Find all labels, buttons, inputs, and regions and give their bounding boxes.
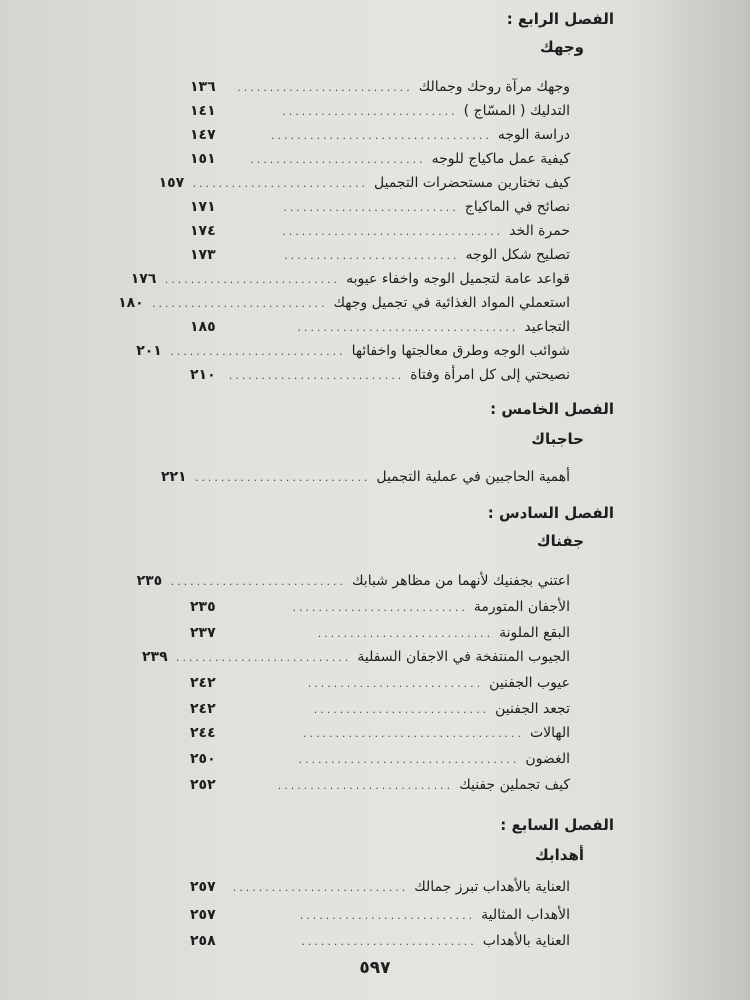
- dot-leader: ..................................: [303, 726, 524, 740]
- entry-label: تصليح شكل الوجه: [465, 247, 570, 263]
- entry-label: كيف تختارين مستحضرات التجميل: [374, 175, 570, 191]
- entry-label: شوائب الوجه وطرق معالجتها واخفائها: [351, 343, 570, 359]
- entry-label: أهمية الحاجبين في عملية التجميل: [376, 469, 570, 485]
- toc-entry: [136, 340, 570, 362]
- toc-entry: [190, 596, 570, 618]
- page-number: ٥٩٧: [359, 958, 391, 978]
- entry-page: ٢٣٧: [190, 625, 216, 641]
- dot-leader: ...........................: [228, 368, 405, 382]
- entry-page: ٢٣٩: [142, 649, 168, 665]
- entry-page: ٢١٠: [190, 367, 216, 383]
- entry-label: التدليك ( المسّاج ): [463, 103, 570, 119]
- entry-page: ٢٥٧: [190, 879, 216, 895]
- entry-page: ١٥٧: [158, 175, 185, 191]
- chapter-heading: الفصل السادس :: [487, 504, 614, 522]
- dot-leader: ...........................: [237, 80, 413, 94]
- toc-entry: [190, 722, 570, 744]
- toc-entry: [190, 698, 570, 720]
- dot-leader: ...........................: [277, 778, 454, 792]
- toc-entry: [190, 364, 570, 386]
- entry-page: ١٧١: [190, 199, 216, 215]
- entry-label: تجعد الجفنين: [495, 701, 570, 717]
- toc-entry: [118, 292, 570, 314]
- dot-leader: ...........................: [292, 600, 468, 614]
- dot-leader: ..................................: [282, 224, 504, 238]
- toc-entry: [190, 672, 570, 694]
- toc-entry: [190, 220, 570, 242]
- entry-page: ٢٤٢: [190, 675, 216, 691]
- dot-leader: ...........................: [176, 650, 352, 664]
- chapter-heading: الفصل الرابع :: [506, 10, 614, 28]
- entry-page: ٢٥٢: [190, 777, 216, 793]
- dot-leader: ...........................: [284, 248, 460, 262]
- entry-page: ١٨٠: [118, 295, 144, 311]
- toc-entry: [130, 268, 570, 290]
- dot-leader: ...........................: [164, 272, 341, 286]
- entry-label: الأهداب المثالية: [481, 907, 570, 923]
- entry-page: ٢٣٥: [190, 599, 216, 615]
- entry-label: الغضون: [525, 751, 570, 767]
- entry-label: كيفية عمل ماكياج للوجه: [431, 151, 570, 167]
- entry-label: قواعد عامة لتجميل الوجه واخفاء عيوبه: [346, 271, 570, 287]
- toc-entry: [160, 466, 570, 488]
- entry-page: ١٧٤: [190, 223, 216, 239]
- dot-leader: ...........................: [232, 880, 409, 894]
- entry-label: كيف تجملين جفنيك: [459, 777, 570, 793]
- toc-entry: [190, 316, 570, 338]
- dot-leader: ...........................: [250, 152, 426, 166]
- entry-page: ١٥١: [190, 151, 216, 167]
- entry-page: ٢٤٢: [190, 701, 216, 717]
- entry-label: حمرة الخد: [509, 223, 570, 239]
- dot-leader: ...........................: [170, 344, 346, 358]
- entry-label: التجاعيد: [524, 319, 570, 335]
- entry-page: ٢٣٥: [136, 573, 163, 589]
- dot-leader: ...........................: [313, 702, 490, 716]
- chapter-heading: الفصل السابع :: [500, 816, 614, 834]
- toc-entry: [190, 244, 570, 266]
- chapter-subtitle: وجهك: [539, 38, 584, 56]
- entry-page: ١٤١: [190, 103, 216, 119]
- entry-label: اعتني بجفنيك لأنهما من مظاهر شبابك: [352, 573, 570, 589]
- entry-page: ٢٢١: [160, 469, 187, 485]
- entry-label: الجيوب المنتفخة في الاجفان السفلية: [357, 649, 570, 665]
- page-shadow: [630, 0, 750, 1000]
- toc-entry: [190, 930, 570, 952]
- dot-leader: ...........................: [192, 176, 368, 190]
- entry-page: ٢٥٨: [190, 933, 216, 949]
- dot-leader: ...........................: [307, 676, 484, 690]
- toc-entry: [190, 196, 570, 218]
- toc-entry: [136, 570, 570, 592]
- toc-entry: [158, 172, 570, 194]
- entry-page: ١٨٥: [190, 319, 216, 335]
- dot-leader: ..................................: [270, 128, 492, 142]
- toc-entry: [190, 748, 570, 770]
- entry-label: وجهك مرآة روحك وجمالك: [418, 79, 570, 95]
- entry-page: ١٣٦: [190, 79, 216, 95]
- dot-leader: ...........................: [317, 626, 494, 640]
- toc-entry: [190, 876, 570, 898]
- entry-page: ٢٥٧: [190, 907, 216, 923]
- toc-entry: [190, 76, 570, 98]
- entry-label: عيوب الجفنين: [489, 675, 570, 691]
- toc-entry: [190, 904, 570, 926]
- toc-entry: [190, 124, 570, 146]
- dot-leader: ...........................: [301, 934, 477, 948]
- entry-label: البقع الملونة: [499, 625, 570, 641]
- dot-leader: ...........................: [170, 574, 346, 588]
- entry-label: العناية بالأهداب تبرز جمالك: [414, 879, 570, 895]
- entry-page: ٢٤٤: [190, 725, 216, 741]
- dot-leader: ...........................: [283, 200, 459, 214]
- entry-label: العناية بالأهداب: [482, 933, 570, 949]
- entry-page: ٢٠١: [136, 343, 162, 359]
- entry-label: استعملي المواد الغذائية في تجميل وجهك: [333, 295, 570, 311]
- entry-label: دراسة الوجه: [497, 127, 570, 143]
- toc-entry: [142, 646, 570, 668]
- dot-leader: ...........................: [299, 908, 476, 922]
- dot-leader: ...........................: [194, 470, 371, 484]
- dot-leader: ...........................: [282, 104, 458, 118]
- chapter-subtitle: أهدابك: [535, 846, 584, 864]
- entry-label: الهالات: [529, 725, 570, 741]
- dot-leader: ..................................: [298, 752, 520, 766]
- entry-page: ١٧٦: [130, 271, 157, 287]
- chapter-subtitle: حاجباك: [531, 430, 584, 448]
- chapter-heading: الفصل الخامس :: [490, 400, 614, 418]
- entry-label: الأجفان المتورمة: [473, 599, 570, 615]
- dot-leader: ...........................: [152, 296, 328, 310]
- entry-page: ١٧٣: [190, 247, 216, 263]
- chapter-subtitle: جفناك: [536, 532, 584, 550]
- toc-entry: [190, 148, 570, 170]
- entry-page: ٢٥٠: [190, 751, 216, 767]
- entry-page: ١٤٧: [190, 127, 216, 143]
- toc-entry: [190, 774, 570, 796]
- toc-entry: [190, 622, 570, 644]
- dot-leader: ..................................: [297, 320, 519, 334]
- entry-label: نصيحتي إلى كل امرأة وفتاة: [410, 367, 570, 383]
- entry-label: نصائح في الماكياج: [464, 199, 570, 215]
- toc-entry: [190, 100, 570, 122]
